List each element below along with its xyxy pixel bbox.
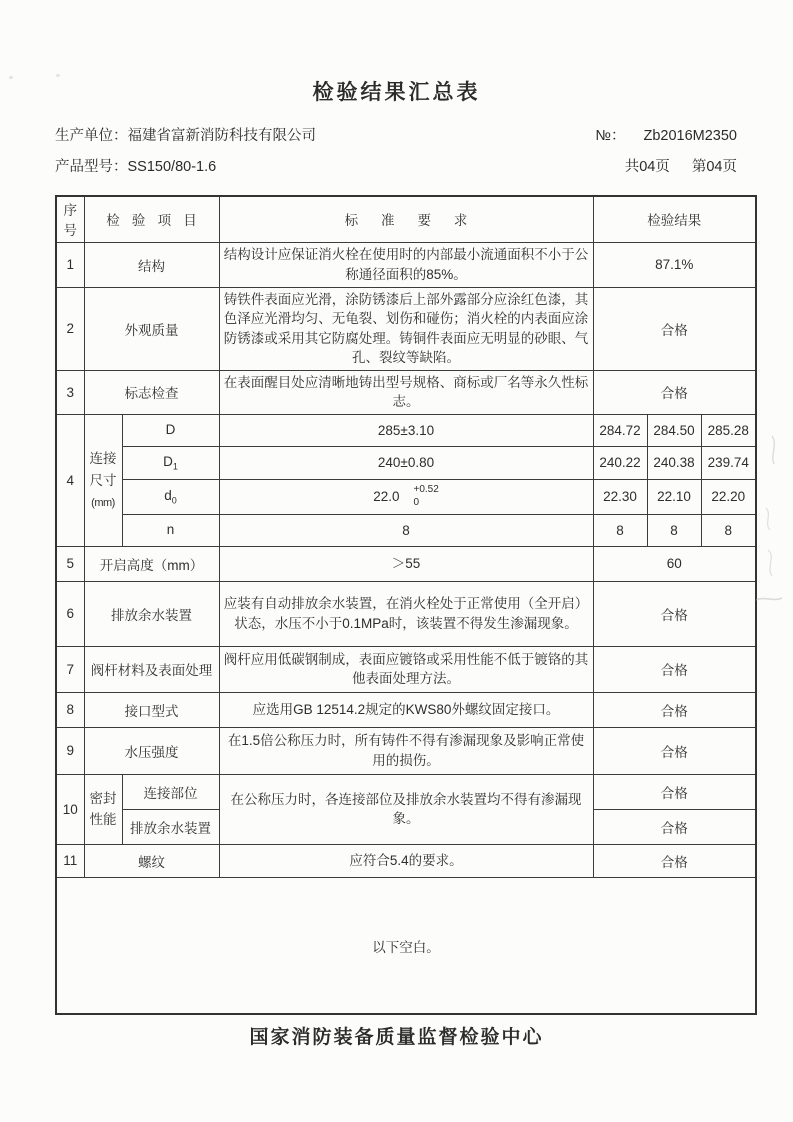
table-row [56, 581, 756, 646]
dimension-result-3: 285.28 [701, 414, 756, 446]
row-result: 合格 [593, 646, 756, 692]
table-row [56, 546, 756, 581]
row-standard: 铸铁件表面应光滑，涂防锈漆后上部外露部分应涂红色漆，其色泽应光滑均匀、无龟裂、划伤和碰伤；消火栓的内表面应涂防锈漆或采用其它防腐处理。铸铜件表面应无明显的砂眼、气孔、裂纹等缺陷。 [219, 287, 593, 370]
table-row-dimension-d0 [56, 479, 756, 514]
table-row-dimension-D [56, 414, 756, 446]
row-result: 合格 [593, 774, 756, 809]
tolerance-upper: +0.52 [413, 484, 439, 496]
dimension-name: n [122, 514, 219, 546]
row-item: 阀杆材料及表面处理 [84, 646, 219, 692]
blank-note: 以下空白。 [56, 877, 756, 1014]
dimension-result-1: 8 [593, 514, 647, 546]
dimension-group-label [84, 414, 122, 546]
dimension-result-1: 284.72 [593, 414, 647, 446]
table-row-blank [56, 877, 756, 1014]
table-row [56, 844, 756, 877]
manufacturer-value: 福建省富新消防科技有限公司 [127, 128, 316, 144]
row-no: 7 [56, 646, 84, 692]
group-label-text: 连接尺寸 [89, 450, 117, 488]
row-item: 标志检查 [84, 370, 219, 414]
pencil-marks [752, 430, 788, 650]
row-result: 合格 [593, 287, 756, 370]
tolerance-stack [413, 484, 438, 509]
dimension-standard: 285±3.10 [219, 414, 593, 446]
report-number-label: №： [595, 128, 626, 144]
manufacturer-label: 生产单位： [55, 128, 128, 144]
table-row [56, 727, 756, 774]
row-result: 87.1% [593, 242, 756, 287]
page-title: 检验结果汇总表 [312, 81, 481, 104]
row-standard: 应装有自动排放余水装置，在消火栓处于正常使用（全开启）状态，水压不小于0.1MPa时，该装置不得发生渗漏现象。 [219, 581, 593, 646]
row-standard: 在1.5倍公称压力时，所有铸件不得有渗漏现象及影响正常使用的损伤。 [219, 727, 593, 774]
row-standard: 应符合5.4的要求。 [219, 844, 593, 877]
seal-sub-item-2: 排放余水装置 [122, 809, 219, 844]
pages-current: 第04页 [691, 159, 737, 175]
row-no: 11 [56, 844, 84, 877]
row-no: 4 [56, 414, 84, 546]
seal-group-label: 密封性能 [84, 774, 122, 844]
row-standard: 在公称压力时，各连接部位及排放余水装置均不得有渗漏现象。 [219, 774, 593, 844]
row-item: 螺纹 [84, 844, 219, 877]
product-model-row [55, 155, 737, 176]
row-result: 合格 [593, 727, 756, 774]
tolerance-lower: 0 [413, 496, 420, 508]
row-result: 合格 [593, 692, 756, 727]
page-count [625, 155, 737, 176]
row-standard: ＞55 [219, 546, 593, 581]
header-no: 序号 [56, 196, 84, 242]
header-result: 检验结果 [593, 196, 756, 242]
tolerance-base: 22.0 [373, 489, 400, 505]
row-result: 合格 [593, 844, 756, 877]
row-no: 8 [56, 692, 84, 727]
row-no: 3 [56, 370, 84, 414]
row-item: 外观质量 [84, 287, 219, 370]
dimension-name: D [122, 414, 219, 446]
table-row [56, 646, 756, 692]
row-result: 合格 [593, 370, 756, 414]
row-no: 1 [56, 242, 84, 287]
dimension-result-3: 8 [701, 514, 756, 546]
header-standard: 标准要求 [219, 196, 593, 242]
row-no: 5 [56, 546, 84, 581]
manufacturer-row [55, 124, 737, 145]
dimension-result-2: 240.38 [647, 446, 701, 479]
row-item: 水压强度 [84, 727, 219, 774]
dimension-result-3: 239.74 [701, 446, 756, 479]
table-row-dimension-n [56, 514, 756, 546]
row-standard: 应选用GB 12514.2规定的KWS80外螺纹固定接口。 [219, 692, 593, 727]
dimension-standard: 8 [219, 514, 593, 546]
issuing-authority: 国家消防装备质量监督检验中心 [249, 1027, 544, 1048]
dimension-result-2: 8 [647, 514, 701, 546]
row-result: 合格 [593, 809, 756, 844]
seal-sub-item-1: 连接部位 [122, 774, 219, 809]
pages-total: 共04页 [624, 159, 670, 175]
row-no: 10 [56, 774, 84, 844]
row-standard: 结构设计应保证消火栓在使用时的内部最小流通面积不小于公称通径面积的85%。 [219, 242, 593, 287]
table-row [56, 242, 756, 287]
table-row-seal-1 [56, 774, 756, 809]
table-row [56, 287, 756, 370]
row-no: 2 [56, 287, 84, 370]
row-no: 6 [56, 581, 84, 646]
dimension-result-3: 22.20 [701, 479, 756, 514]
row-item: 开启高度（mm） [84, 546, 219, 581]
product-model-value: SS150/80-1.6 [127, 159, 217, 175]
dimension-standard: 240±0.80 [219, 446, 593, 479]
row-no: 9 [56, 727, 84, 774]
group-unit-text: (mm) [91, 497, 115, 510]
report-number-value: Zb2016M2350 [643, 128, 737, 144]
dimension-result-1: 22.30 [593, 479, 647, 514]
report-number [595, 124, 737, 145]
header-item: 检验项目 [84, 196, 219, 242]
dimension-result-2: 22.10 [647, 479, 701, 514]
row-item: 接口型式 [84, 692, 219, 727]
dimension-result-2: 284.50 [647, 414, 701, 446]
dimension-name: $d_0$ [122, 479, 219, 514]
table-row [56, 692, 756, 727]
row-result: 60 [593, 546, 756, 581]
table-row-dimension-D1 [56, 446, 756, 479]
inspection-results-table [55, 195, 757, 1015]
row-item: 排放余水装置 [84, 581, 219, 646]
product-model-label: 产品型号： [55, 159, 128, 175]
row-standard: 阀杆应用低碳钢制成，表面应镀铬或采用性能不低于镀铬的其他表面处理方法。 [219, 646, 593, 692]
table-header-row [56, 196, 756, 242]
row-result: 合格 [593, 581, 756, 646]
dimension-standard [219, 479, 593, 514]
dimension-name: $D_1$ [122, 446, 219, 479]
row-standard: 在表面醒目处应清晰地铸出型号规格、商标或厂名等永久性标志。 [219, 370, 593, 414]
table-row [56, 370, 756, 414]
dimension-result-1: 240.22 [593, 446, 647, 479]
row-item: 结构 [84, 242, 219, 287]
